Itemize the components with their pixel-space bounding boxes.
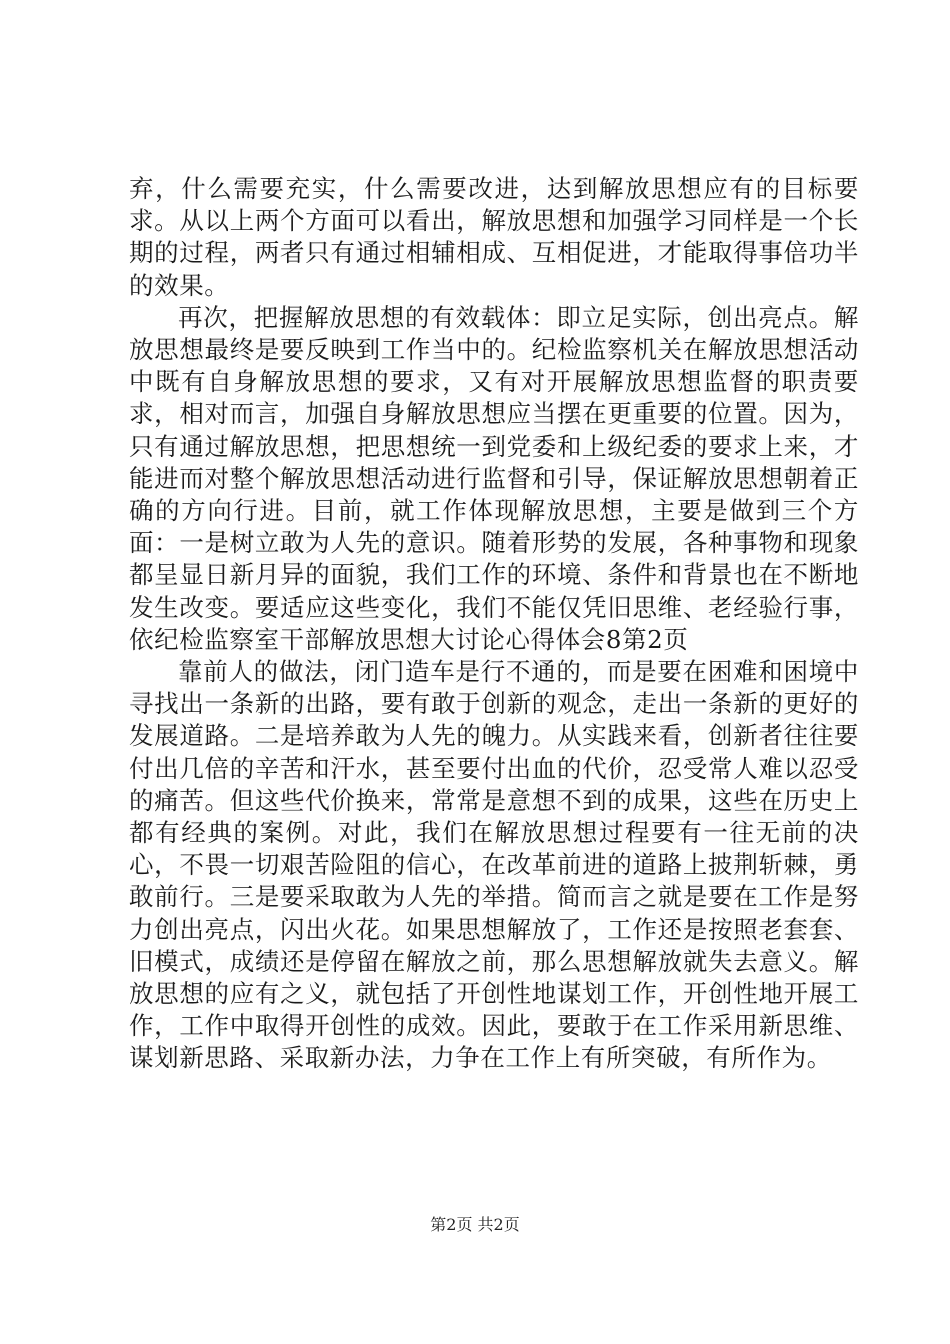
page-footer: 第2页 共2页 bbox=[430, 1215, 520, 1234]
paragraph-3: 靠前人的做法，闭门造车是行不通的，而是要在困难和困境中寻找出一条新的出路，要有敢于创新的观念，走出一条新的更好的发展道路。二是培养敢为人先的魄力。从实践来看，创新者往往要付出几倍的辛苦和汗水，甚至要付出血的代价，忍受常人难以忍受的痛苦。但这些代价换来，常常是意想不到的成果，这些在历史上都有经典的案例。对此，我们在解放思想过程要有一往无前的决心，不畏一切艰苦险阻的信心，在改革前进的道路上披荆斩棘，勇敢前行。三是要采取敢为人先的举措。简而言之就是要在工作是努力创出亮点，闪出火花。如果思想解放了，工作还是按照老套套、旧模式，成绩还是停留在解放之前，那么思想解放就失去意义。解放思想的应有之义，就包括了开创性地谋划工作，开创性地开展工作，工作中取得开创性的成效。因此，要敢于在工作采用新思维、谋划新思路、采取新办法，力争在工作上有所突破，有所作为。 bbox=[129, 657, 859, 1073]
paragraph-1: 弃，什么需要充实，什么需要改进，达到解放思想应有的目标要求。从以上两个方面可以看出，解放思想和加强学习同样是一个长期的过程，两者只有通过相辅相成、互相促进，才能取得事倍功半的效果。 bbox=[129, 174, 859, 300]
paragraph-2: 再次，把握解放思想的有效载体：即立足实际，创出亮点。解放思想最终是要反映到工作当中的。纪检监察机关在解放思想活动中既有自身解放思想的要求，又有对开展解放思想监督的职责要求，相对而言，加强自身解放思想应当摆在更重要的位置。因为，只有通过解放思想，把思想统一到党委和上级纪委的要求上来，才能进而对整个解放思想活动进行监督和引导，保证解放思想朝着正确的方向行进。目前，就工作体现解放思想，主要是做到三个方面：一是树立敢为人先的意识。随着形势的发展，各种事物和现象都呈显日新月异的面貌，我们工作的环境、条件和背景也在不断地发生改变。要适应这些变化，我们不能仅凭旧思维、老经验行事，依纪检监察室干部解放思想大讨论心得体会8第2页 bbox=[129, 302, 859, 654]
document-body bbox=[129, 173, 859, 1075]
